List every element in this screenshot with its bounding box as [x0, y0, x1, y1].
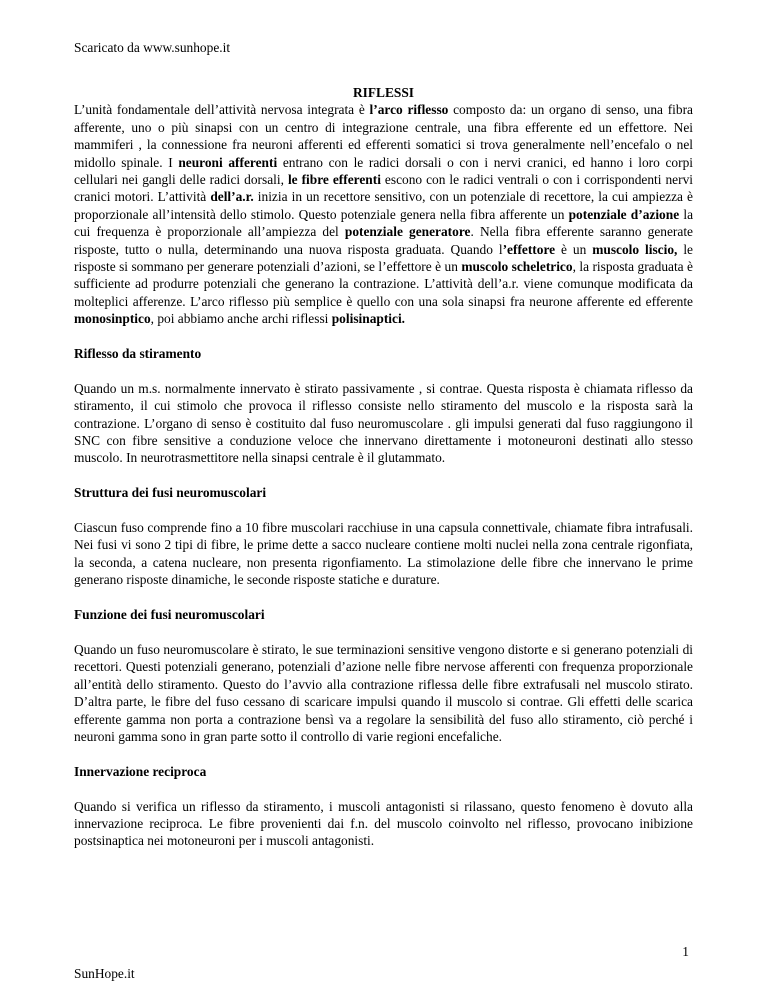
section-text-innervazione-reciproca: Quando si verifica un riflesso da stiramento, i muscoli antagonisti si rilassano, questo fenomeno è dovuto alla innervazione reciproca. Le fibre provenienti dai f.n. del muscolo coinvolto nel riflesso, provocano inibizione postsinaptica nei motoneuroni per i muscoli antagonisti.	[74, 798, 693, 849]
section-heading-innervazione-reciproca: Innervazione reciproca	[74, 763, 207, 779]
intro-bold-potenziale-azione: potenziale d’azione	[568, 206, 680, 222]
intro-text-11: , poi abbiamo anche archi riflessi	[150, 311, 332, 327]
intro-text-5: inizia in un recettore sensitivo, con un potenziale di recettore, la cui ampiezza è proporzionale all’intensità dello stimolo. Questo potenziale genera nella fibra afferente un	[74, 189, 693, 222]
intro-bold-muscolo-scheletrico: muscolo scheletrico	[461, 259, 573, 275]
document-title: RIFLESSI	[352, 85, 415, 100]
section-heading-riflesso-stiramento: Riflesso da stiramento	[74, 346, 202, 362]
intro-bold-ar: dell’a.r.	[210, 189, 254, 205]
intro-bold-arco-riflesso: l’arco riflesso	[369, 102, 449, 118]
page-footer-site: SunHope.it	[74, 966, 135, 981]
intro-text-1: L’unità fondamentale dell’attività nervosa integrata è	[74, 102, 370, 118]
intro-text-10: , la risposta graduata è sufficiente ad produrre potenziali che generano la contrazione. L’attività dell’a.r. viene comunque modificata da molteplici afferenze. L’arco riflesso più semplice è quello con una sola sinapsi fra neurone afferente ed efferente	[74, 259, 693, 309]
intro-bold-effettore: ’effettore	[502, 241, 556, 257]
intro-bold-potenziale-generatore: potenziale generatore	[344, 224, 471, 240]
section-heading-struttura-fusi: Struttura dei fusi neuromuscolari	[74, 485, 267, 501]
section-text-struttura-fusi: Ciascun fuso comprende fino a 10 fibre muscolari racchiuse in una capsula connettivale, chiamate fibra intrafusali. Nei fusi vi sono 2 tipi di fibre, le prime dette a sacco nucleare contiene molti nuclei nella zona centrale rigonfiata, la seconda, a catena nucleare, non presenta rigonfiamento. La stimolazione delle fibre che innervano le prime generano risposte dinamiche, le seconde risposte statiche e durature.	[74, 520, 693, 588]
intro-bold-neuroni-afferenti: neuroni afferenti	[178, 154, 278, 170]
intro-bold-muscolo-liscio: muscolo liscio,	[592, 241, 678, 257]
page-header-source: Scaricato da www.sunhope.it	[74, 40, 231, 55]
section-heading-funzione-fusi: Funzione dei fusi neuromuscolari	[74, 607, 265, 623]
document-body	[74, 84, 693, 850]
intro-bold-monosinptico: monosinptico	[74, 311, 151, 327]
section-text-funzione-fusi: Quando un fuso neuromuscolare è stirato, le sue terminazioni sensitive vengono distorte e si generano potenziali di recettori. Questi potenziali generano, potenziali d’azione nelle fibre nervose afferenti con frequenza proporzionale all’entità dello stiramento. Questo do l’avvio alla contrazione riflessa delle fibre extrafusali nel muscolo stirato. D’altra parte, le fibre del fuso cessano di scaricare impulsi quando il muscolo si contrae. Gli effetti delle scarica efferente gamma non porta a contrazione bensì va a regolare la sensibilità del fuso allo stiramento, ciò perché i neuroni gamma sono in gran parte sotto il controllo di varie regioni encefaliche.	[74, 641, 693, 744]
intro-paragraph	[74, 101, 693, 327]
section-text-riflesso-stiramento: Quando un m.s. normalmente innervato è stirato passivamente , si contrae. Questa risposta è chiamata riflesso da stiramento, il cui stimolo che provoca il riflesso consiste nello stiramento del muscolo e la risposta sarà la contrazione. L’organo di senso è costituito dal fuso neuromuscolare . gli impulsi generati dal fuso raggiungono il SNC con fibre sensitive a conduzione veloce che innervano direttamente i motoneuroni destinati allo stesso muscolo. In neurotrasmettitore nella sinapsi centrale è il glutammato.	[74, 380, 693, 466]
intro-text-2: composto da: un organo di senso, una fibra afferente, uno o più sinapsi con un centro di integrazione centrale, una fibra efferente ed un effettore. Nei mammiferi , la connessione fra neuroni afferenti ed efferenti somatici si trova generalmente nell’encefalo o nel midollo spinale. I	[74, 102, 693, 170]
page-number: 1	[682, 944, 689, 959]
intro-text-9: le risposte si sommano per generare potenziali d’azioni, se l’effettore è un	[74, 241, 693, 275]
intro-text-7: . Nella fibra efferente saranno generate risposte, tutto o nulla, determinando una nuova risposta graduata. Quando l	[74, 224, 693, 257]
intro-text-3: entrano con le radici dorsali o con i nervi cranici, ed hanno i loro corpi cellulari nei gangli delle radici dorsali,	[74, 154, 693, 188]
intro-text-6: la cui frequenza è proporzionale all’ampiezza del	[74, 206, 694, 240]
intro-text-8: è un	[555, 241, 593, 257]
intro-bold-fibre-efferenti: le fibre efferenti	[287, 172, 381, 188]
intro-text-4: escono con le radici ventrali o con i corrispondenti nervi cranici motori. L’attività	[74, 172, 693, 205]
intro-bold-polisinaptici: polisinaptici.	[331, 311, 406, 327]
